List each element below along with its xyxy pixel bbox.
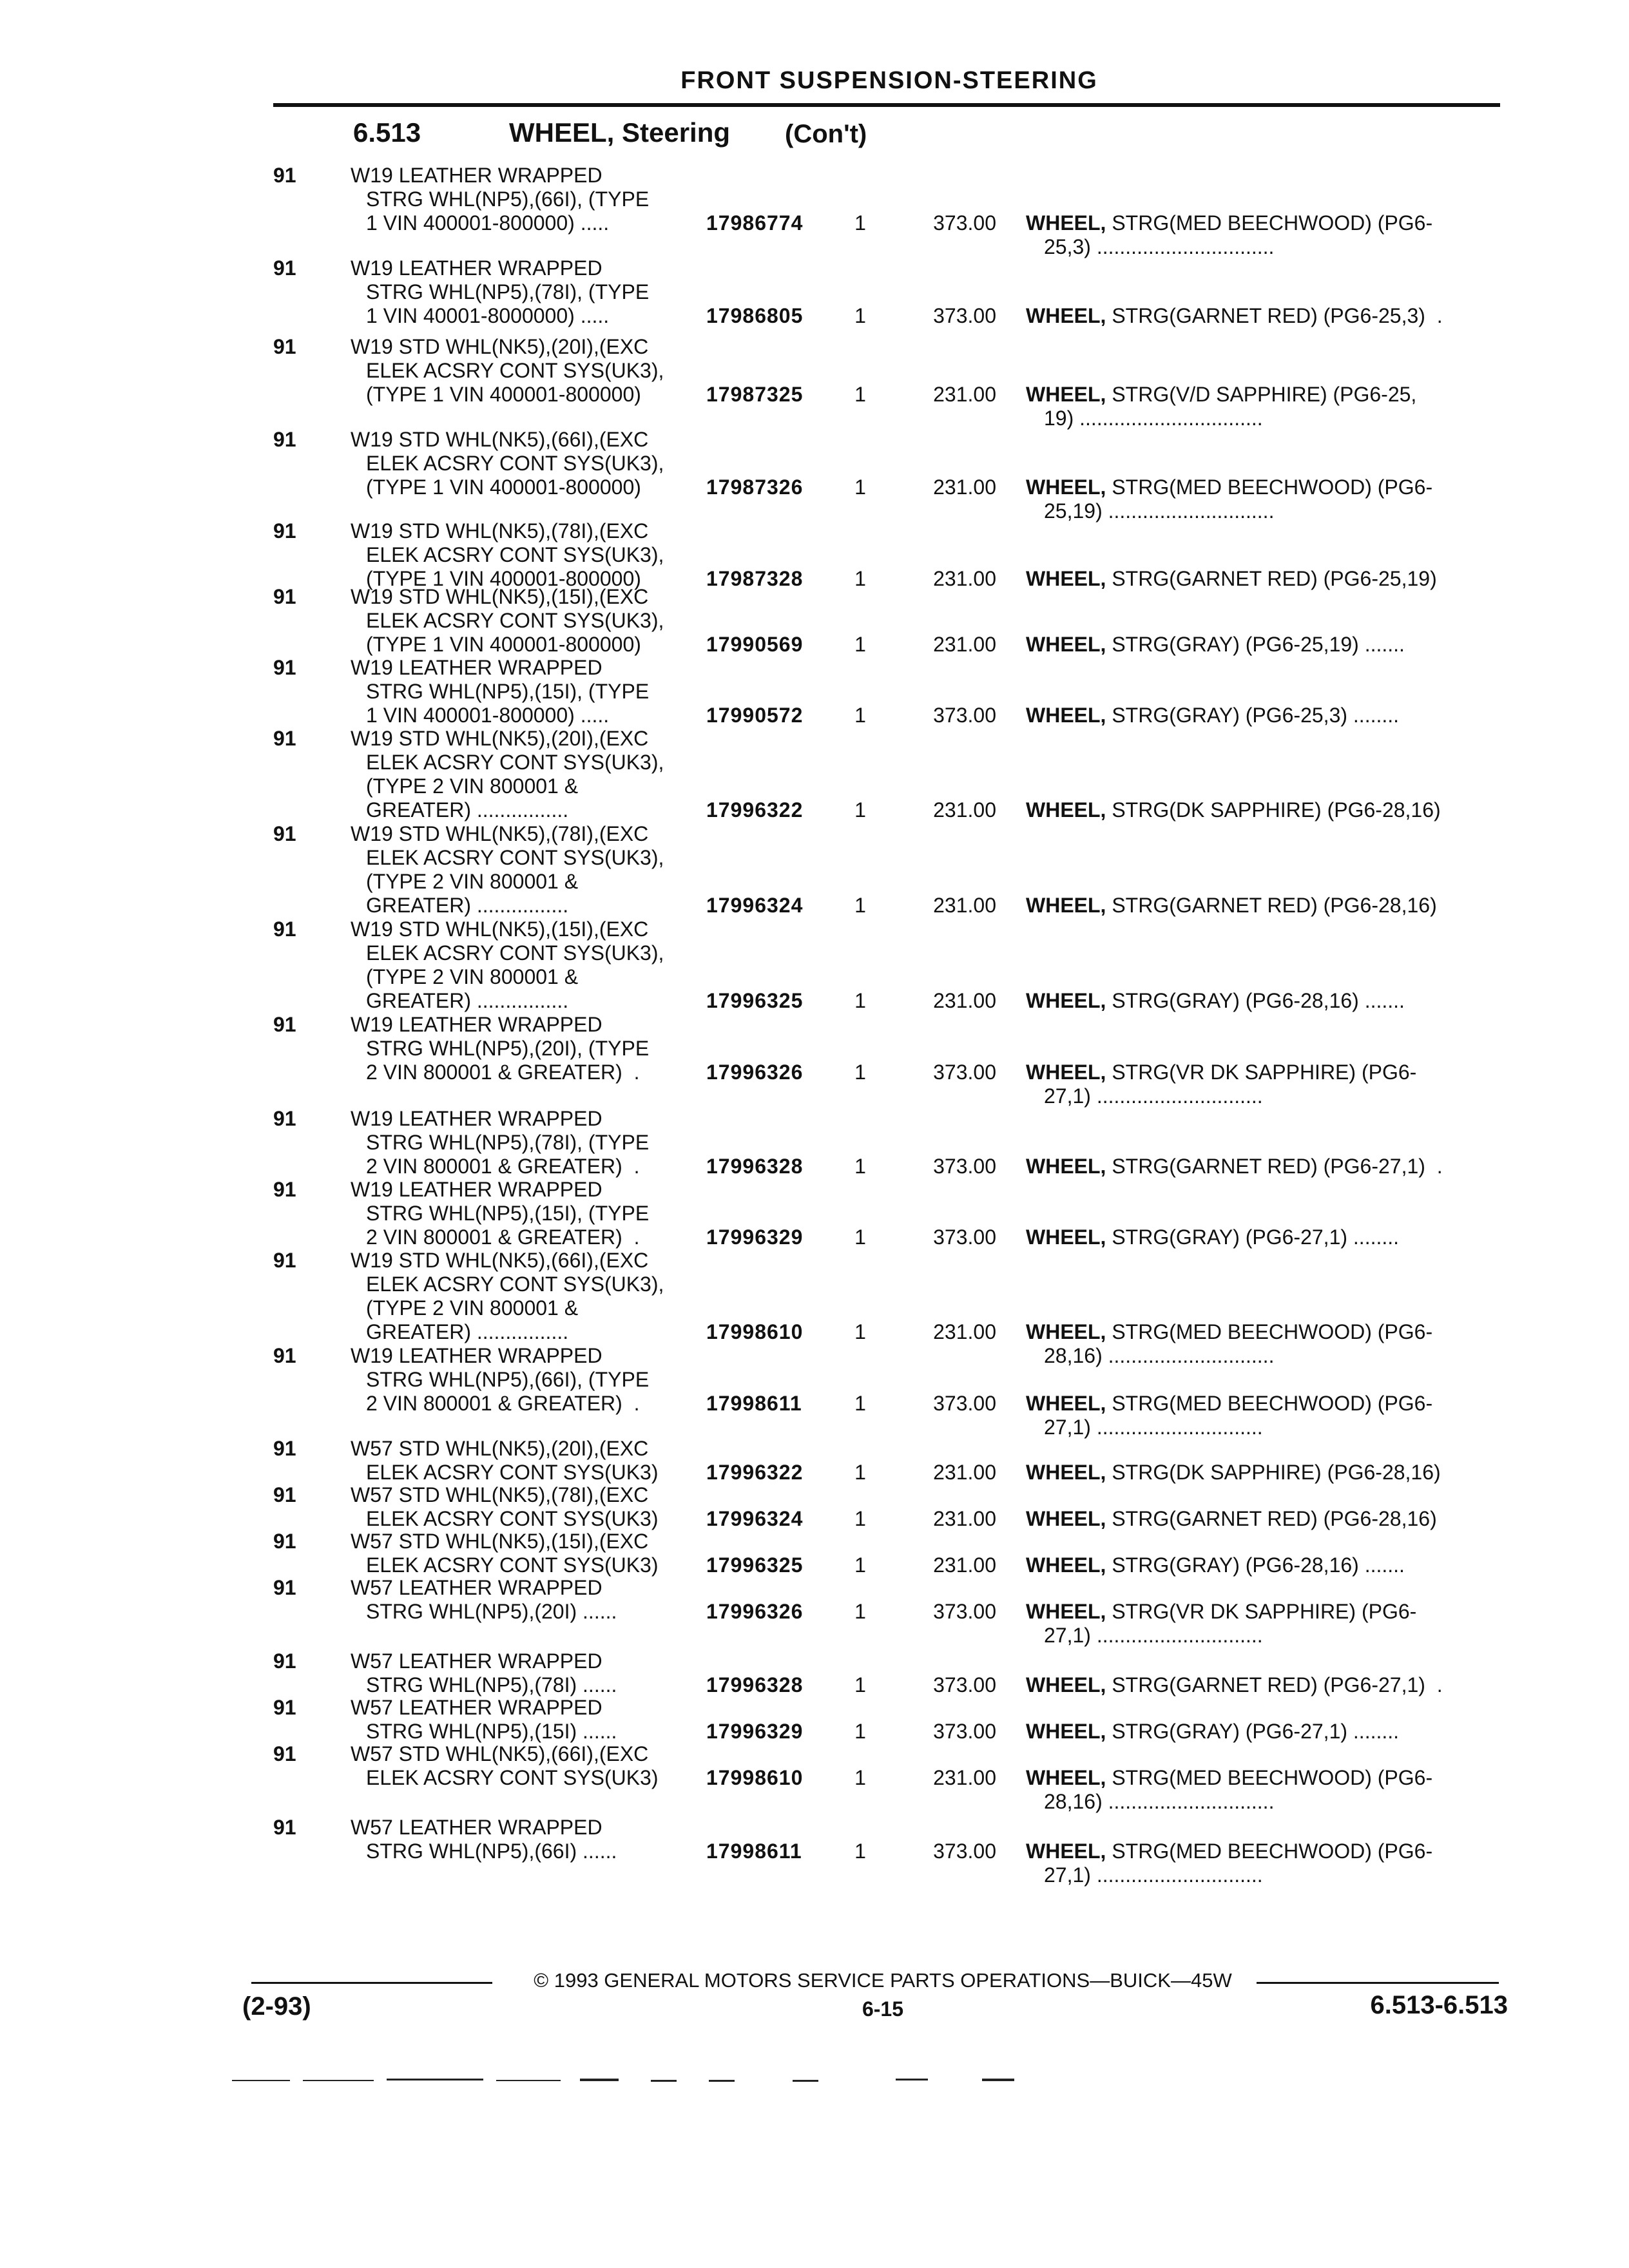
model-year: 91 (273, 1649, 296, 1673)
quantity: 1 (854, 894, 866, 917)
description-line: STRG WHL(NP5),(78I), (TYPE (366, 280, 650, 303)
model-year: 91 (273, 1437, 296, 1460)
replacement-part (1026, 1507, 1496, 1531)
quantity: 1 (854, 1392, 866, 1415)
replacement-part-detail: STRG(GARNET RED) (PG6-27,1) . (1106, 1673, 1443, 1696)
part-number: 17998610 (706, 1766, 804, 1789)
replacement-part-detail: STRG(VR DK SAPPHIRE) (PG6- (1106, 1061, 1417, 1084)
replacement-part-detail: STRG(MED BEECHWOOD) (PG6- (1106, 211, 1433, 235)
model-year: 91 (273, 519, 296, 543)
quantity: 1 (854, 1840, 866, 1863)
replacement-part-name: WHEEL, (1026, 1673, 1106, 1696)
description-line: ELEK ACSRY CONT SYS(UK3), (366, 941, 664, 965)
replacement-part-name: WHEEL, (1026, 1840, 1106, 1863)
replacement-part-detail: STRG(GARNET RED) (PG6-28,16) (1106, 1507, 1437, 1530)
part-description (351, 335, 664, 407)
description-line: STRG WHL(NP5),(78I) ...... (366, 1673, 617, 1696)
replacement-part (1026, 1766, 1496, 1814)
quantity: 1 (854, 704, 866, 727)
part-description (351, 1013, 649, 1084)
replacement-part (1026, 704, 1496, 727)
quantity: 1 (854, 1673, 866, 1696)
model-year: 91 (273, 918, 296, 941)
price: 231.00 (933, 1320, 996, 1343)
price: 231.00 (933, 383, 996, 406)
quantity: 1 (854, 304, 866, 327)
replacement-part (1026, 989, 1496, 1013)
scan-mark (793, 2080, 818, 2082)
part-number: 17987326 (706, 476, 804, 499)
replacement-part-detail: STRG(DK SAPPHIRE) (PG6-28,16) (1106, 798, 1441, 822)
description-line: (TYPE 1 VIN 400001-800000) (366, 567, 641, 590)
quantity: 1 (854, 1061, 866, 1084)
part-number: 17996329 (706, 1225, 804, 1249)
replacement-part-detail: STRG(GRAY) (PG6-28,16) ....... (1106, 989, 1405, 1012)
description-line: ELEK ACSRY CONT SYS(UK3) (366, 1461, 659, 1484)
replacement-part-detail: STRG(VR DK SAPPHIRE) (PG6- (1106, 1600, 1417, 1623)
replacement-part-name: WHEEL, (1026, 476, 1106, 499)
description-line: STRG WHL(NP5),(66I), (TYPE (366, 1368, 650, 1391)
replacement-part-name: WHEEL, (1026, 1766, 1106, 1789)
part-number: 17986805 (706, 304, 804, 327)
description-line: 2 VIN 800001 & GREATER) . (366, 1392, 640, 1415)
quantity: 1 (854, 1225, 866, 1249)
header-rule (273, 103, 1500, 107)
part-description (351, 585, 664, 657)
part-number: 17986774 (706, 211, 804, 235)
replacement-part (1026, 1553, 1496, 1577)
price: 373.00 (933, 1600, 996, 1623)
model-year: 91 (273, 727, 296, 750)
replacement-part-continuation: 25,3) ............................... (1044, 235, 1275, 258)
quantity: 1 (854, 1320, 866, 1343)
description-line: W57 STD WHL(NK5),(78I),(EXC (351, 1483, 649, 1506)
replacement-part-continuation: 27,1) ............................. (1044, 1863, 1263, 1887)
quantity: 1 (854, 1600, 866, 1623)
replacement-part-name: WHEEL, (1026, 1320, 1106, 1343)
price: 373.00 (933, 704, 996, 727)
replacement-part-name: WHEEL, (1026, 567, 1106, 590)
replacement-part (1026, 1061, 1496, 1108)
replacement-part-detail: STRG(MED BEECHWOOD) (PG6- (1106, 1320, 1433, 1343)
scan-mark (232, 2080, 290, 2081)
quantity: 1 (854, 1766, 866, 1789)
description-line: STRG WHL(NP5),(66I), (TYPE (366, 187, 650, 211)
quantity: 1 (854, 1155, 866, 1178)
replacement-part-name: WHEEL, (1026, 894, 1106, 917)
description-line: W19 STD WHL(NK5),(78I),(EXC (351, 822, 649, 845)
description-line: 2 VIN 800001 & GREATER) . (366, 1155, 640, 1178)
part-number: 17998611 (706, 1840, 802, 1863)
model-year: 91 (273, 1742, 296, 1765)
price: 231.00 (933, 1507, 996, 1530)
description-line: (TYPE 2 VIN 800001 & (366, 965, 579, 988)
description-line: ELEK ACSRY CONT SYS(UK3) (366, 1766, 659, 1789)
quantity: 1 (854, 633, 866, 656)
price: 231.00 (933, 567, 996, 590)
replacement-part-detail: STRG(DK SAPPHIRE) (PG6-28,16) (1106, 1461, 1441, 1484)
description-line: W19 STD WHL(NK5),(20I),(EXC (351, 335, 649, 358)
model-year: 91 (273, 1530, 296, 1553)
replacement-part-continuation: 27,1) ............................. (1044, 1084, 1263, 1108)
description-line: W19 STD WHL(NK5),(78I),(EXC (351, 519, 649, 543)
part-number: 17998610 (706, 1320, 804, 1343)
part-description (351, 164, 649, 235)
description-line: W19 STD WHL(NK5),(66I),(EXC (351, 428, 649, 451)
section-number: 6.513 (353, 117, 421, 148)
replacement-part-continuation: 25,19) ............................. (1044, 499, 1275, 523)
model-year: 91 (273, 822, 296, 845)
replacement-part (1026, 211, 1496, 259)
replacement-part-detail: STRG(GRAY) (PG6-27,1) ........ (1106, 1720, 1400, 1743)
description-line: ELEK ACSRY CONT SYS(UK3) (366, 1507, 659, 1530)
quantity: 1 (854, 1461, 866, 1484)
description-line: W57 STD WHL(NK5),(66I),(EXC (351, 1742, 649, 1765)
description-line: GREATER) ................ (366, 1320, 569, 1343)
quantity: 1 (854, 211, 866, 235)
part-number: 17987325 (706, 383, 804, 406)
replacement-part (1026, 567, 1496, 591)
model-year: 91 (273, 428, 296, 451)
description-line: W19 LEATHER WRAPPED (351, 1013, 602, 1036)
replacement-part (1026, 476, 1496, 523)
replacement-part-name: WHEEL, (1026, 704, 1106, 727)
replacement-part-continuation: 28,16) ............................. (1044, 1790, 1275, 1813)
part-number: 17987328 (706, 567, 804, 590)
part-description (351, 1437, 659, 1485)
replacement-part (1026, 633, 1496, 657)
replacement-part-name: WHEEL, (1026, 633, 1106, 656)
model-year: 91 (273, 1344, 296, 1367)
section-name: WHEEL, Steering (509, 117, 731, 148)
replacement-part-name: WHEEL, (1026, 211, 1106, 235)
part-description (351, 822, 664, 918)
part-description (351, 1576, 617, 1624)
description-line: (TYPE 1 VIN 400001-800000) (366, 633, 641, 656)
description-line: STRG WHL(NP5),(66I) ...... (366, 1840, 617, 1863)
part-description (351, 1742, 659, 1790)
page-header-title: FRONT SUSPENSION-STEERING (680, 67, 1098, 94)
replacement-part-name: WHEEL, (1026, 989, 1106, 1012)
part-description (351, 428, 664, 499)
footer-date: (2-93) (242, 1992, 311, 2021)
replacement-part-detail: STRG(GRAY) (PG6-28,16) ....... (1106, 1553, 1405, 1577)
part-description (351, 727, 664, 822)
quantity: 1 (854, 1507, 866, 1530)
description-line: ELEK ACSRY CONT SYS(UK3), (366, 751, 664, 774)
description-line: W57 LEATHER WRAPPED (351, 1649, 602, 1673)
description-line: W19 LEATHER WRAPPED (351, 1107, 602, 1130)
quantity: 1 (854, 989, 866, 1012)
description-line: STRG WHL(NP5),(15I) ...... (366, 1720, 617, 1743)
price: 231.00 (933, 798, 996, 822)
replacement-part (1026, 1392, 1496, 1439)
footer-rule-left (251, 1982, 492, 1984)
part-description (351, 1483, 659, 1531)
description-line: W19 STD WHL(NK5),(66I),(EXC (351, 1249, 649, 1272)
price: 373.00 (933, 1225, 996, 1249)
part-description (351, 256, 649, 328)
part-description (351, 519, 664, 591)
description-line: ELEK ACSRY CONT SYS(UK3), (366, 1273, 664, 1296)
description-line: ELEK ACSRY CONT SYS(UK3), (366, 452, 664, 475)
description-line: W19 STD WHL(NK5),(15I),(EXC (351, 585, 649, 608)
model-year: 91 (273, 1013, 296, 1036)
replacement-part-name: WHEEL, (1026, 1553, 1106, 1577)
replacement-part (1026, 1600, 1496, 1648)
replacement-part-continuation: 27,1) ............................. (1044, 1416, 1263, 1439)
description-line: STRG WHL(NP5),(20I) ...... (366, 1600, 617, 1623)
description-line: 2 VIN 800001 & GREATER) . (366, 1225, 640, 1249)
description-line: W57 LEATHER WRAPPED (351, 1576, 602, 1599)
price: 373.00 (933, 1840, 996, 1863)
price: 373.00 (933, 304, 996, 327)
price: 231.00 (933, 894, 996, 917)
description-line: W19 LEATHER WRAPPED (351, 164, 602, 187)
description-line: ELEK ACSRY CONT SYS(UK3), (366, 359, 664, 382)
description-line: STRG WHL(NP5),(78I), (TYPE (366, 1131, 650, 1154)
scan-mark (651, 2080, 677, 2082)
replacement-part-detail: STRG(GRAY) (PG6-25,3) ........ (1106, 704, 1400, 727)
model-year: 91 (273, 1178, 296, 1201)
replacement-part-detail: STRG(GARNET RED) (PG6-27,1) . (1106, 1155, 1443, 1178)
quantity: 1 (854, 476, 866, 499)
description-line: W19 LEATHER WRAPPED (351, 256, 602, 280)
replacement-part-name: WHEEL, (1026, 304, 1106, 327)
description-line: (TYPE 2 VIN 800001 & (366, 774, 579, 798)
description-line: W57 LEATHER WRAPPED (351, 1696, 602, 1719)
replacement-part (1026, 1840, 1496, 1887)
part-number: 17996325 (706, 989, 804, 1012)
part-number: 17996322 (706, 798, 804, 822)
replacement-part-name: WHEEL, (1026, 1155, 1106, 1178)
scan-mark (303, 2080, 374, 2081)
description-line: ELEK ACSRY CONT SYS(UK3) (366, 1553, 659, 1577)
description-line: STRG WHL(NP5),(15I), (TYPE (366, 1202, 650, 1225)
description-line: ELEK ACSRY CONT SYS(UK3), (366, 846, 664, 869)
replacement-part (1026, 304, 1496, 328)
replacement-part (1026, 1673, 1496, 1697)
description-line: 1 VIN 40001-8000000) ..... (366, 304, 610, 327)
part-description (351, 1107, 649, 1178)
quantity: 1 (854, 567, 866, 590)
part-description (351, 1249, 664, 1344)
part-description (351, 1178, 649, 1249)
replacement-part-name: WHEEL, (1026, 383, 1106, 406)
part-number: 17996328 (706, 1673, 804, 1696)
model-year: 91 (273, 1696, 296, 1719)
part-description (351, 656, 649, 727)
part-number: 17996324 (706, 1507, 804, 1530)
description-line: (TYPE 2 VIN 800001 & (366, 870, 579, 893)
price: 231.00 (933, 476, 996, 499)
description-line: W19 STD WHL(NK5),(15I),(EXC (351, 918, 649, 941)
description-line: (TYPE 1 VIN 400001-800000) (366, 476, 641, 499)
price: 231.00 (933, 989, 996, 1012)
replacement-part-name: WHEEL, (1026, 1225, 1106, 1249)
price: 231.00 (933, 633, 996, 656)
description-line: ELEK ACSRY CONT SYS(UK3), (366, 543, 664, 566)
price: 231.00 (933, 1766, 996, 1789)
replacement-part-name: WHEEL, (1026, 1720, 1106, 1743)
price: 373.00 (933, 1392, 996, 1415)
description-line: (TYPE 2 VIN 800001 & (366, 1296, 579, 1320)
description-line: GREATER) ................ (366, 989, 569, 1012)
replacement-part-detail: STRG(V/D SAPPHIRE) (PG6-25, (1106, 383, 1417, 406)
part-number: 17996329 (706, 1720, 804, 1743)
part-description (351, 1530, 659, 1577)
description-line: GREATER) ................ (366, 894, 569, 917)
scan-mark (387, 2079, 483, 2081)
price: 231.00 (933, 1553, 996, 1577)
description-line: (TYPE 1 VIN 400001-800000) (366, 383, 641, 406)
description-line: W19 LEATHER WRAPPED (351, 1178, 602, 1201)
replacement-part-detail: STRG(GRAY) (PG6-25,19) ....... (1106, 633, 1405, 656)
part-number: 17996325 (706, 1553, 804, 1577)
replacement-part (1026, 798, 1496, 822)
price: 373.00 (933, 1673, 996, 1696)
replacement-part-detail: STRG(GARNET RED) (PG6-25,19) (1106, 567, 1437, 590)
model-year: 91 (273, 585, 296, 608)
scan-mark (896, 2079, 928, 2081)
part-number: 17996326 (706, 1061, 804, 1084)
replacement-part-detail: STRG(MED BEECHWOOD) (PG6- (1106, 1766, 1433, 1789)
replacement-part (1026, 383, 1496, 430)
replacement-part-continuation: 19) ................................ (1044, 407, 1263, 430)
part-number: 17996326 (706, 1600, 804, 1623)
model-year: 91 (273, 335, 296, 358)
footer-page-number: 6-15 (862, 1997, 904, 2021)
part-number: 17998611 (706, 1392, 802, 1415)
model-year: 91 (273, 1576, 296, 1599)
footer-rule-right (1257, 1982, 1499, 1984)
price: 373.00 (933, 1720, 996, 1743)
replacement-part (1026, 1155, 1496, 1178)
scan-mark (709, 2080, 735, 2082)
description-line: 1 VIN 400001-800000) ..... (366, 704, 610, 727)
replacement-part-name: WHEEL, (1026, 798, 1106, 822)
replacement-part-detail: STRG(MED BEECHWOOD) (PG6- (1106, 1840, 1433, 1863)
description-line: GREATER) ................ (366, 798, 569, 822)
replacement-part-name: WHEEL, (1026, 1507, 1106, 1530)
quantity: 1 (854, 1553, 866, 1577)
replacement-part-name: WHEEL, (1026, 1600, 1106, 1623)
part-number: 17996322 (706, 1461, 804, 1484)
description-line: 2 VIN 800001 & GREATER) . (366, 1061, 640, 1084)
description-line: W19 LEATHER WRAPPED (351, 1344, 602, 1367)
part-number: 17996328 (706, 1155, 804, 1178)
description-line: W57 LEATHER WRAPPED (351, 1816, 602, 1839)
replacement-part (1026, 1720, 1496, 1744)
price: 373.00 (933, 1061, 996, 1084)
replacement-part-continuation: 27,1) ............................. (1044, 1624, 1263, 1647)
price: 373.00 (933, 1155, 996, 1178)
description-line: STRG WHL(NP5),(15I), (TYPE (366, 680, 650, 703)
model-year: 91 (273, 1816, 296, 1839)
scan-mark (580, 2079, 619, 2081)
section-continued: (Con't) (785, 120, 867, 148)
description-line: W19 STD WHL(NK5),(20I),(EXC (351, 727, 649, 750)
replacement-part (1026, 1320, 1496, 1368)
model-year: 91 (273, 1107, 296, 1130)
model-year: 91 (273, 1249, 296, 1272)
model-year: 91 (273, 1483, 296, 1506)
scan-mark (496, 2080, 561, 2081)
replacement-part-name: WHEEL, (1026, 1461, 1106, 1484)
part-number: 17990569 (706, 633, 804, 656)
part-description (351, 1696, 617, 1744)
replacement-part-detail: STRG(GARNET RED) (PG6-25,3) . (1106, 304, 1443, 327)
model-year: 91 (273, 164, 296, 187)
quantity: 1 (854, 798, 866, 822)
replacement-part (1026, 1225, 1496, 1249)
replacement-part-name: WHEEL, (1026, 1061, 1106, 1084)
price: 231.00 (933, 1461, 996, 1484)
replacement-part-detail: STRG(GARNET RED) (PG6-28,16) (1106, 894, 1437, 917)
part-description (351, 1816, 617, 1863)
replacement-part-continuation: 28,16) ............................. (1044, 1344, 1275, 1367)
part-description (351, 1649, 617, 1697)
quantity: 1 (854, 1720, 866, 1743)
scan-mark (982, 2079, 1014, 2081)
replacement-part (1026, 894, 1496, 918)
part-description (351, 1344, 649, 1416)
description-line: W57 STD WHL(NK5),(20I),(EXC (351, 1437, 649, 1460)
replacement-part-detail: STRG(GRAY) (PG6-27,1) ........ (1106, 1225, 1400, 1249)
description-line: W57 STD WHL(NK5),(15I),(EXC (351, 1530, 649, 1553)
part-number: 17990572 (706, 704, 804, 727)
replacement-part-detail: STRG(MED BEECHWOOD) (PG6- (1106, 1392, 1433, 1415)
description-line: STRG WHL(NP5),(20I), (TYPE (366, 1037, 650, 1060)
replacement-part-detail: STRG(MED BEECHWOOD) (PG6- (1106, 476, 1433, 499)
replacement-part (1026, 1461, 1496, 1485)
part-description (351, 918, 664, 1013)
description-line: ELEK ACSRY CONT SYS(UK3), (366, 609, 664, 632)
part-number: 17996324 (706, 894, 804, 917)
model-year: 91 (273, 256, 296, 280)
replacement-part-name: WHEEL, (1026, 1392, 1106, 1415)
footer-copyright: © 1993 GENERAL MOTORS SERVICE PARTS OPERATIONS—BUICK—45W (534, 1969, 1232, 1992)
quantity: 1 (854, 383, 866, 406)
price: 373.00 (933, 211, 996, 235)
description-line: W19 LEATHER WRAPPED (351, 656, 602, 679)
model-year: 91 (273, 656, 296, 679)
footer-section-range: 6.513-6.513 (1370, 1991, 1508, 2019)
description-line: 1 VIN 400001-800000) ..... (366, 211, 610, 235)
